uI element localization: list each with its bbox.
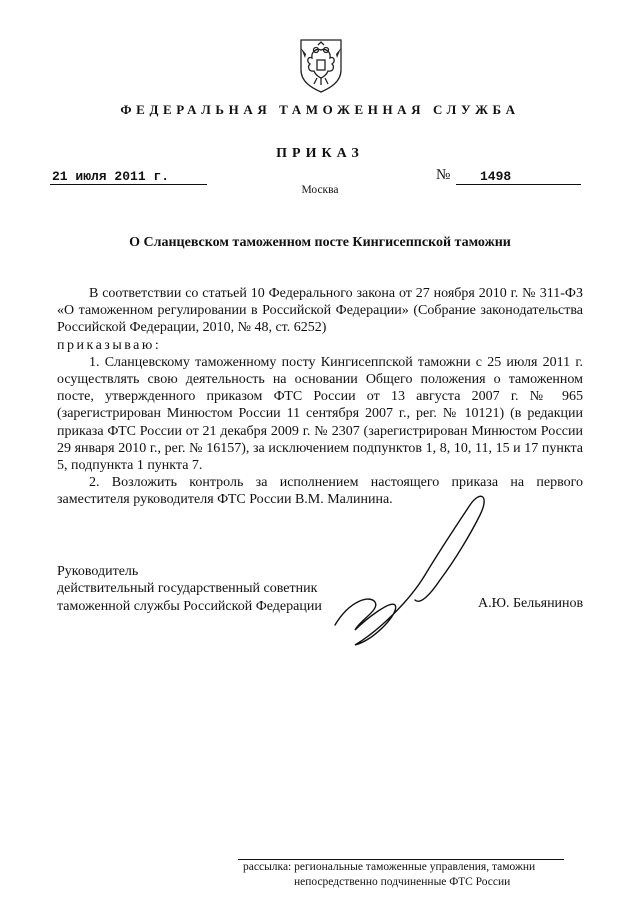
signer-name: А.Ю. Бельянинов [478,596,584,611]
agency-name: ФЕДЕРАЛЬНАЯ ТАМОЖЕННАЯ СЛУЖБА [120,102,520,117]
document-subject: О Сланцевском таможенном посте Кингисеппской таможни [129,235,511,250]
handwritten-signature [330,480,500,650]
document-type-title: ПРИКАЗ [276,146,364,161]
signer-position-line-1: Руководитель [57,564,139,579]
city: Москва [301,184,339,196]
document-date: 21 июля 2011 г. [50,170,207,185]
coat-of-arms-emblem-icon [296,36,346,94]
distribution-line-2: непосредственно подчиненные ФТС России [294,876,511,888]
signer-position-line-3: таможенной службы Российской Федерации [57,598,322,614]
document-body [57,285,583,509]
distribution-line-1: рассылка: региональные таможенные управления, таможни [243,861,536,873]
signer-position-line-2: действительный государственный советник [57,581,318,597]
preamble-paragraph: В соответствии со статьей 10 Федерального закона от 27 ноября 2010 г. № 311-ФЗ «О таможенном регулировании в Российской Федерации» (Собрание законодательства Российской Федерации, 2010, № 48, ст. 6252) [57,286,583,336]
document-number: 1498 [456,170,581,185]
number-sign: № [436,167,451,183]
distribution-divider [238,859,564,860]
order-word: приказываю: [57,337,162,353]
order-item-2: 2. Возложить контроль за исполнением настоящего приказа на первого заместителя руководителя ФТС России В.М. Малинина. [57,475,583,508]
order-item-1: 1. Сланцевскому таможенному посту Кингисеппской таможни с 25 июля 2011 г. осуществлять свою деятельность на основании Общего положения о таможенном посте, утвержденного приказом ФТС России от 13 августа 2007 г. № 965 (зарегистрирован Минюстом России 11 сентября 2007 г., рег. № 10121) (в редакции приказа ФТС России от 21 декабря 2009 г. № 2307 (зарегистрирован Минюстом России 29 января 2010 г., рег. № 16157), за исключением подпунктов 1, 8, 10, 11, 15 и 17 пункта 5, подпункта 1 пункта 7. [57,354,583,474]
signature-block [57,563,322,615]
